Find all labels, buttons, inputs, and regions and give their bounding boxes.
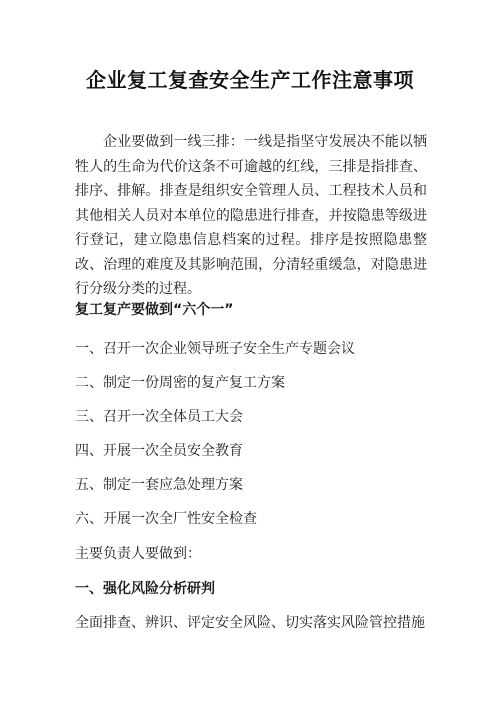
list-item: 一、召开一次企业领导班子安全生产专题会议: [75, 341, 355, 357]
intro-paragraph: 企业要做到一线三排：一线是指坚守发展决不能以牺牲人的生命为代价这条不可逾越的红线，三排是指排查、排序、排解。排查是组织安全管理人员、工程技术人员和其他相关人员对本单位的隐患进行排查，并按隐患等级进行登记，建立隐患信息档案的过程。排序是按照隐患整改、治理的难度及其影响范围，分清轻重缓急，对隐患进行分级分类的过程。: [75, 134, 427, 297]
list-item: 三、召开一次全体员工大会: [75, 409, 243, 425]
section-heading: 复工复产要做到“六个一”: [75, 302, 234, 318]
document-title: 企业复工复查安全生产工作注意事项: [86, 68, 414, 92]
list-item: 五、制定一套应急处理方案: [75, 477, 243, 493]
sub-heading: 一、强化风险分析研判: [75, 581, 215, 597]
list-item: 四、开展一次全员安全教育: [75, 443, 243, 459]
list-item: 六、开展一次全厂性安全检查: [75, 511, 257, 527]
responsible-heading: 主要负责人要做到：: [75, 546, 201, 562]
sub-text: 全面排查、辨识、评定安全风险、切实落实风险管控措施: [75, 615, 425, 631]
list-item: 二、制定一份周密的复产复工方案: [75, 375, 285, 391]
